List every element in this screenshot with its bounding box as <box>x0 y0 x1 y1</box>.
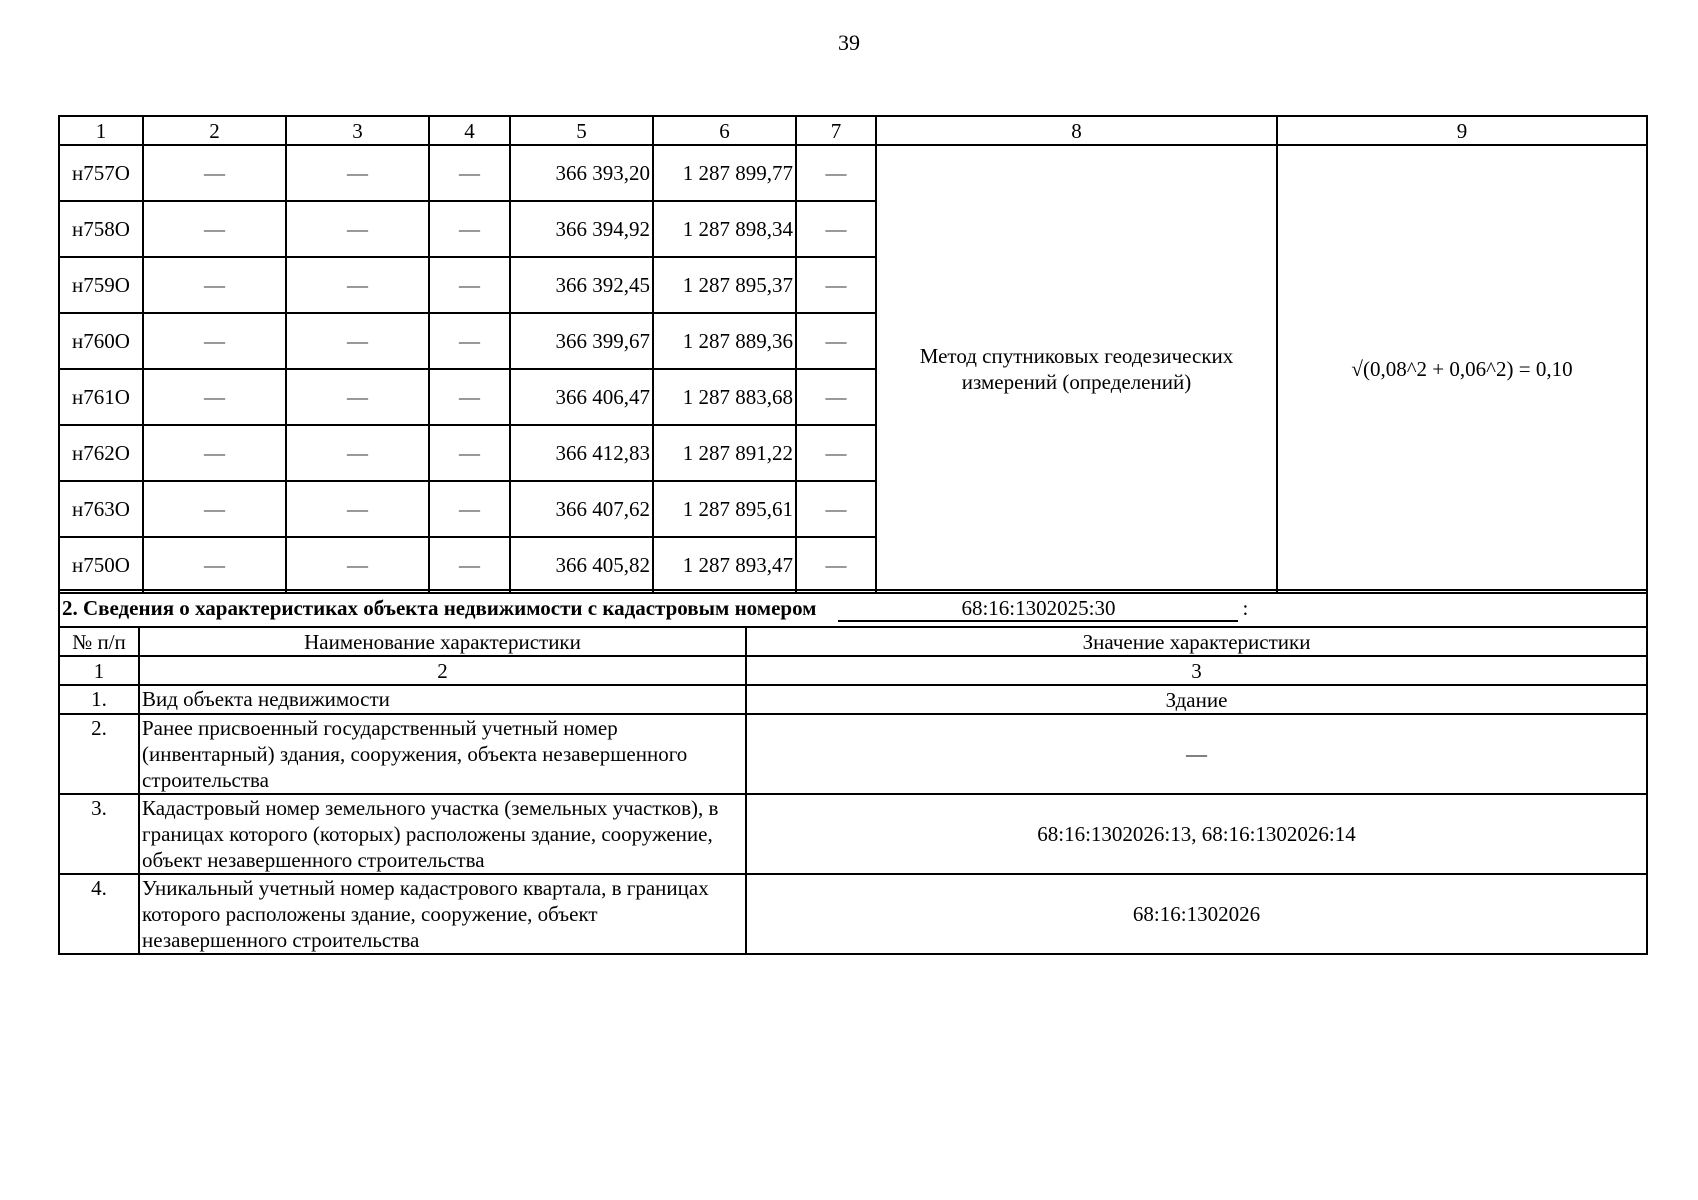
table-row <box>59 794 1647 874</box>
cell-dash: — <box>796 425 876 481</box>
coord-x: 366 392,45 <box>510 257 653 313</box>
point-id: н758О <box>59 201 143 257</box>
coord-y: 1 287 895,61 <box>653 481 796 537</box>
cell-dash: — <box>286 481 429 537</box>
coord-x: 366 399,67 <box>510 313 653 369</box>
method-cell: Метод спутниковых геодезических измерений (определений) <box>876 145 1277 593</box>
cadastral-number: 68:16:1302025:30 <box>838 596 1238 622</box>
cell-dash: — <box>429 481 510 537</box>
index-cell: 1 <box>59 656 139 685</box>
cell-dash: — <box>429 145 510 201</box>
coord-header-row <box>59 116 1647 145</box>
cell-dash: — <box>143 257 286 313</box>
cell-dash: — <box>796 257 876 313</box>
characteristic-value: — <box>746 714 1647 794</box>
cell-dash: — <box>796 313 876 369</box>
cell-dash: — <box>286 145 429 201</box>
point-id: н757О <box>59 145 143 201</box>
coord-y: 1 287 889,36 <box>653 313 796 369</box>
cell-dash: — <box>286 313 429 369</box>
coord-x: 366 412,83 <box>510 425 653 481</box>
table-row <box>59 685 1647 714</box>
header-value: Значение характеристики <box>746 627 1647 656</box>
section-title-row <box>59 590 1647 627</box>
cell-dash: — <box>429 313 510 369</box>
coord-header-cell: 5 <box>510 116 653 145</box>
cell-dash: — <box>286 425 429 481</box>
cell-dash: — <box>143 145 286 201</box>
cell-dash: — <box>429 537 510 593</box>
coord-header-cell: 1 <box>59 116 143 145</box>
cell-dash: — <box>286 201 429 257</box>
coord-header-cell: 8 <box>876 116 1277 145</box>
coord-y: 1 287 898,34 <box>653 201 796 257</box>
characteristics-table <box>58 589 1648 955</box>
point-id: н761О <box>59 369 143 425</box>
coord-y: 1 287 895,37 <box>653 257 796 313</box>
point-id: н763О <box>59 481 143 537</box>
accuracy-cell: √(0,08^2 + 0,06^2) = 0,10 <box>1277 145 1647 593</box>
characteristics-header-row <box>59 627 1647 656</box>
characteristic-name: Вид объекта недвижимости <box>139 685 746 714</box>
cell-dash: — <box>796 145 876 201</box>
table-row <box>59 145 1647 201</box>
cell-dash: — <box>429 257 510 313</box>
cell-dash: — <box>143 201 286 257</box>
coord-x: 366 405,82 <box>510 537 653 593</box>
coord-x: 366 394,92 <box>510 201 653 257</box>
table-row <box>59 874 1647 954</box>
coord-x: 366 407,62 <box>510 481 653 537</box>
point-id: н750О <box>59 537 143 593</box>
coord-header-cell: 7 <box>796 116 876 145</box>
coord-y: 1 287 883,68 <box>653 369 796 425</box>
coord-header-cell: 9 <box>1277 116 1647 145</box>
index-cell: 2 <box>139 656 746 685</box>
characteristic-value: 68:16:1302026:13, 68:16:1302026:14 <box>746 794 1647 874</box>
row-number: 2. <box>59 714 139 794</box>
coord-x: 366 406,47 <box>510 369 653 425</box>
coord-header-cell: 2 <box>143 116 286 145</box>
index-cell: 3 <box>746 656 1647 685</box>
header-name: Наименование характеристики <box>139 627 746 656</box>
cell-dash: — <box>796 537 876 593</box>
point-id: н762О <box>59 425 143 481</box>
section-title-cell <box>59 590 1647 627</box>
cell-dash: — <box>796 201 876 257</box>
coord-header-cell: 6 <box>653 116 796 145</box>
point-id: н759О <box>59 257 143 313</box>
coord-header-cell: 4 <box>429 116 510 145</box>
row-number: 3. <box>59 794 139 874</box>
cell-dash: — <box>143 481 286 537</box>
cell-dash: — <box>286 537 429 593</box>
coordinates-table <box>58 115 1648 594</box>
cell-dash: — <box>429 369 510 425</box>
title-colon: : <box>1242 596 1249 620</box>
point-id: н760О <box>59 313 143 369</box>
cell-dash: — <box>429 425 510 481</box>
characteristics-index-row <box>59 656 1647 685</box>
table-row <box>59 714 1647 794</box>
cell-dash: — <box>143 313 286 369</box>
cell-dash: — <box>429 201 510 257</box>
coord-y: 1 287 899,77 <box>653 145 796 201</box>
coord-y: 1 287 891,22 <box>653 425 796 481</box>
cell-dash: — <box>286 257 429 313</box>
coord-x: 366 393,20 <box>510 145 653 201</box>
characteristic-value: Здание <box>746 685 1647 714</box>
cell-dash: — <box>796 369 876 425</box>
cell-dash: — <box>286 369 429 425</box>
section-title: 2. Сведения о характеристиках объекта недвижимости с кадастровым номером <box>62 596 817 620</box>
row-number: 4. <box>59 874 139 954</box>
characteristic-name: Уникальный учетный номер кадастрового квартала, в границах которого расположены здание, сооружение, объект незавершенного строительства <box>139 874 746 954</box>
cell-dash: — <box>796 481 876 537</box>
characteristic-value: 68:16:1302026 <box>746 874 1647 954</box>
characteristic-name: Ранее присвоенный государственный учетный номер (инвентарный) здания, сооружения, объекта незавершенного строительства <box>139 714 746 794</box>
page-number: 39 <box>838 30 860 55</box>
coord-header-cell: 3 <box>286 116 429 145</box>
header-number: № п/п <box>59 627 139 656</box>
cell-dash: — <box>143 537 286 593</box>
characteristic-name: Кадастровый номер земельного участка (земельных участков), в границах которого (которых) расположены здание, сооружение, объект незавершенного строительства <box>139 794 746 874</box>
cell-dash: — <box>143 425 286 481</box>
coord-y: 1 287 893,47 <box>653 537 796 593</box>
row-number: 1. <box>59 685 139 714</box>
cell-dash: — <box>143 369 286 425</box>
